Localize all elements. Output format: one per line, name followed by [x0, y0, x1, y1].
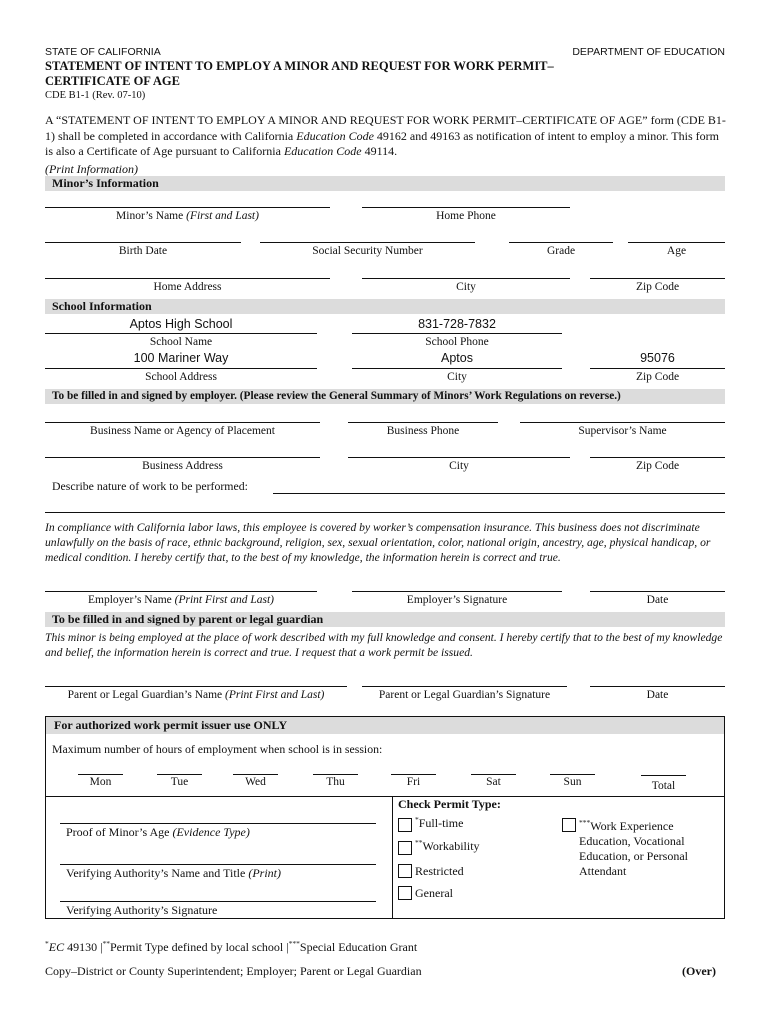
tue-label: Tue [170, 776, 189, 788]
grade-label: Grade [546, 245, 576, 257]
guardian-date-field[interactable] [590, 686, 725, 687]
minor-name-label: Minor’s Name (First and Last) [116, 210, 259, 222]
employer-name-field[interactable] [45, 591, 317, 592]
max-hours-label: Maximum number of hours of employment when school is in session: [52, 742, 383, 756]
sat-label: Sat [486, 776, 501, 788]
ssn-field[interactable] [260, 242, 475, 243]
supervisor-name-label: Supervisor’s Name [578, 425, 667, 437]
guardian-name-field[interactable] [45, 686, 347, 687]
nature-of-work-field[interactable] [273, 493, 725, 494]
intro-text-1: A “STATEMENT OF INTENT TO EMPLOY A MINOR AND REQUEST FOR WORK PERMIT–CERTIFICATE OF AGE” form (CDE B1-1) shall be completed in accordance with California [45, 113, 726, 143]
copy-distribution: Copy–District or County Superintendent; Employer; Parent or Legal Guardian [45, 964, 422, 978]
school-name-label: School Name [149, 336, 213, 348]
verifying-signature-field[interactable] [60, 901, 376, 902]
wed-label: Wed [245, 776, 266, 788]
minor-city-label: City [456, 281, 476, 293]
total-label: Total [651, 780, 676, 792]
home-address-field[interactable] [45, 278, 330, 279]
total-hours-field[interactable] [641, 775, 686, 776]
issuer-header [46, 717, 724, 734]
restricted-checkbox[interactable] [398, 864, 412, 878]
home-phone-label: Home Phone [436, 210, 496, 222]
age-field[interactable] [628, 242, 725, 243]
work-experience-label: ***Work Experience Education, Vocational Education, or Personal Attendant [579, 818, 688, 878]
school-city-label: City [447, 371, 467, 383]
school-phone-value[interactable]: 831-728-7832 [418, 317, 496, 331]
general-label: General [415, 886, 453, 900]
birth-date-label: Birth Date [118, 245, 168, 257]
fri-hours-field[interactable] [391, 774, 436, 775]
employer-date-field[interactable] [590, 591, 725, 592]
footnote-legend: *EC 49130 |**Permit Type defined by local school |***Special Education Grant [45, 939, 418, 954]
proof-of-age-field[interactable] [60, 823, 376, 824]
wed-hours-field[interactable] [233, 774, 278, 775]
mon-hours-field[interactable] [78, 774, 123, 775]
verifying-name-field[interactable] [60, 864, 376, 865]
employer-date-label: Date [646, 594, 669, 606]
over-note: (Over) [682, 964, 716, 978]
state-label: STATE OF CALIFORNIA [45, 46, 161, 58]
business-address-field[interactable] [45, 457, 320, 458]
ssn-label: Social Security Number [312, 245, 423, 257]
nature-of-work-label: Describe nature of work to be performed: [52, 479, 248, 493]
fulltime-checkbox[interactable] [398, 818, 412, 832]
school-name-field [45, 333, 317, 334]
school-address-field [45, 368, 317, 369]
minor-zip-field[interactable] [590, 278, 725, 279]
business-zip-label: Zip Code [635, 460, 680, 472]
intro-em-2: Education Code [283, 144, 362, 158]
intro-em-1: Education Code [296, 128, 374, 143]
issuer-heading: For authorized work permit issuer use ONLY [54, 718, 288, 732]
workability-label: **Workability [415, 838, 480, 853]
school-phone-label: School Phone [425, 336, 489, 348]
work-experience-checkbox[interactable] [562, 818, 576, 832]
thu-hours-field[interactable] [313, 774, 358, 775]
fulltime-label: *Full-time [415, 815, 464, 830]
proof-of-age-label: Proof of Minor’s Age (Evidence Type) [66, 825, 250, 839]
form-title-line2: CERTIFICATE OF AGE [45, 74, 180, 88]
business-name-field[interactable] [45, 422, 320, 423]
tue-hours-field[interactable] [157, 774, 202, 775]
business-zip-field[interactable] [590, 457, 725, 458]
business-city-label: City [449, 460, 469, 472]
employer-name-label: Employer’s Name (Print First and Last) [87, 594, 274, 606]
form-id: CDE B1-1 (Rev. 07-10) [45, 90, 146, 101]
grade-field[interactable] [509, 242, 613, 243]
fri-label: Fri [406, 776, 421, 788]
guardian-date-label: Date [646, 689, 669, 701]
supervisor-name-field[interactable] [520, 422, 725, 423]
age-label: Age [666, 245, 687, 257]
home-phone-field[interactable] [362, 207, 570, 208]
employer-signature-label: Employer’s Signature [406, 594, 508, 606]
nature-of-work-field-2[interactable] [45, 512, 725, 513]
verifying-name-label: Verifying Authority’s Name and Title (Print) [66, 866, 281, 880]
school-info-heading: School Information [52, 299, 152, 313]
school-info-header [45, 299, 725, 314]
business-city-field[interactable] [348, 457, 570, 458]
guardian-section-heading: To be filled in and signed by parent or legal guardian [52, 612, 324, 626]
school-phone-field [352, 333, 562, 334]
mon-label: Mon [89, 776, 112, 788]
school-address-value[interactable]: 100 Mariner Way [133, 351, 229, 365]
school-name-value[interactable]: Aptos High School [129, 317, 233, 331]
school-zip-value[interactable]: 95076 [640, 351, 675, 365]
school-zip-label: Zip Code [635, 371, 680, 383]
intro-paragraph [45, 113, 727, 160]
workability-checkbox[interactable] [398, 841, 412, 855]
form-title-line1: STATEMENT OF INTENT TO EMPLOY A MINOR AND REQUEST FOR WORK PERMIT– [45, 59, 554, 73]
business-phone-field[interactable] [348, 422, 498, 423]
business-phone-label: Business Phone [386, 425, 460, 437]
business-name-label: Business Name or Agency of Placement [90, 425, 275, 437]
print-info-note: (Print Information) [45, 162, 138, 176]
school-zip-field [590, 368, 725, 369]
sat-hours-field[interactable] [471, 774, 516, 775]
sun-hours-field[interactable] [550, 774, 595, 775]
intro-text-2: 49162 and 49163 as notification of intent to employ a minor. This form is also a Certificate of Age pursuant to California [45, 128, 719, 158]
guardian-signature-label: Parent or Legal Guardian’s Signature [378, 689, 551, 701]
department-label: DEPARTMENT OF EDUCATION [572, 46, 725, 58]
minor-info-header [45, 176, 725, 191]
guardian-consent-statement: This minor is being employed at the place of work described with my full knowledge and consent. I hereby certify that to the best of my knowledge and belief, the information herein is correct and true. I request that a work permit be issued. [45, 631, 723, 659]
school-city-value[interactable]: Aptos [441, 351, 473, 365]
minor-zip-label: Zip Code [635, 281, 680, 293]
school-address-label: School Address [145, 371, 217, 383]
school-city-field [352, 368, 562, 369]
employer-section-header [45, 389, 725, 404]
issuer-divider [46, 796, 724, 797]
employer-section-heading: To be filled in and signed by employer. (Please review the General Summary of Minors’ Work Regulations on reverse.) [52, 390, 621, 402]
minor-info-heading: Minor’s Information [52, 176, 159, 190]
minor-name-field[interactable] [45, 207, 330, 208]
restricted-label: Restricted [415, 864, 464, 878]
guardian-section-header [45, 612, 725, 627]
sun-label: Sun [563, 776, 582, 788]
intro-text-3: 49114. [361, 144, 398, 158]
verifying-signature-label: Verifying Authority’s Signature [66, 903, 218, 917]
employer-signature-field[interactable] [352, 591, 562, 592]
guardian-name-label: Parent or Legal Guardian’s Name (Print First and Last) [67, 689, 325, 701]
check-permit-type-label: Check Permit Type: [398, 797, 501, 811]
general-checkbox[interactable] [398, 886, 412, 900]
form-title [45, 59, 554, 89]
guardian-signature-field[interactable] [362, 686, 567, 687]
issuer-vertical-divider [392, 796, 393, 918]
business-address-label: Business Address [142, 460, 223, 472]
minor-city-field[interactable] [362, 278, 570, 279]
thu-label: Thu [326, 776, 345, 788]
compliance-statement: In compliance with California labor laws, this employee is covered by worker’s compensation insurance. This business does not discriminate unlawfully on the basis of race, ethnic background, religion, sex, sexual orientation, color, national origin, ancestry, age, physical handicap, or medical condition. I hereby certify that, to the best of my knowledge, the information herein is correct and true. [45, 521, 711, 564]
home-address-label: Home Address [153, 281, 222, 293]
birth-date-field[interactable] [45, 242, 241, 243]
